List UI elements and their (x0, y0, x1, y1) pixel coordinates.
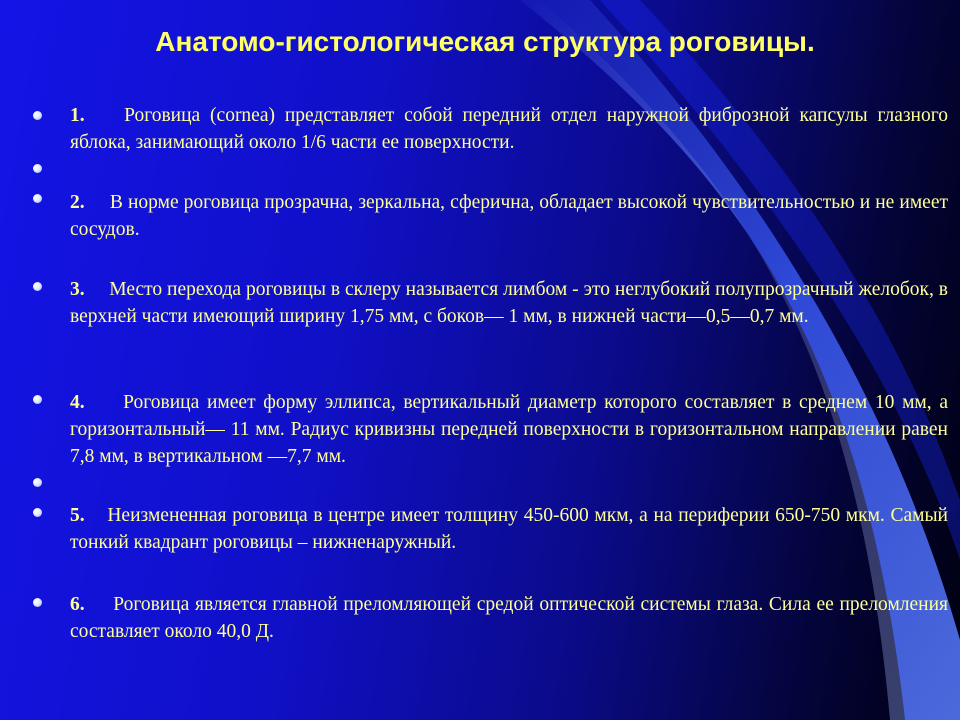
item-number: 6. (70, 594, 85, 615)
bullet-dot (33, 194, 42, 203)
list-item-4 (70, 389, 948, 470)
bullet-dot (33, 395, 42, 404)
item-text: Роговица имеет форму эллипса, вертикальный диаметр которого составляет в среднем 10 мм, а горизонтальный— 11 мм. Радиус кривизны передней поверхности в горизонтальном направлении равен 7,8 мм, в вертикальном —7,7 мм. (70, 392, 948, 467)
bullet-dot-empty (33, 478, 42, 487)
list-item-5 (70, 502, 948, 556)
item-text: Место перехода роговицы в склеру называется лимбом - это неглубокий полупрозрачный желобок, в верхней части имеющий ширину 1,75 мм, с боков— 1 мм, в нижней части—0,5—0,7 мм. (70, 279, 949, 327)
slide-title: Анатомо-гистологическая структура роговицы. (155, 26, 815, 57)
item-text: Неизмененная роговица в центре имеет толщину 450-600 мкм, а на периферии 650-750 мкм. Самый тонкий квадрант роговицы – нижненаружный. (70, 505, 948, 553)
item-number: 5. (70, 505, 85, 526)
item-number: 2. (70, 192, 85, 213)
bullet-dot-empty (33, 164, 42, 173)
bullet-dot (33, 508, 42, 517)
bullet-dot (33, 598, 42, 607)
list-item-1 (70, 102, 948, 156)
item-text: Роговица является главной преломляющей средой оптической системы глаза. Сила ее преломления составляет около 40,0 Д. (70, 594, 949, 642)
list-item-2 (70, 189, 948, 243)
item-text: В норме роговица прозрачна, зеркальна, сферична, обладает высокой чувствительностью и не имеет сосудов. (70, 192, 949, 240)
bullet-dot (33, 282, 42, 291)
item-number: 3. (70, 279, 85, 300)
bullet-dot (33, 111, 42, 120)
item-text: Роговица (cornea) представляет собой передний отдел наружной фиброзной капсулы глазного яблока, занимающий около 1/6 части ее поверхности. (70, 105, 948, 153)
list-item-3 (70, 276, 948, 330)
item-number: 4. (70, 392, 85, 413)
item-number: 1. (70, 105, 85, 126)
list-item-6 (70, 591, 948, 645)
